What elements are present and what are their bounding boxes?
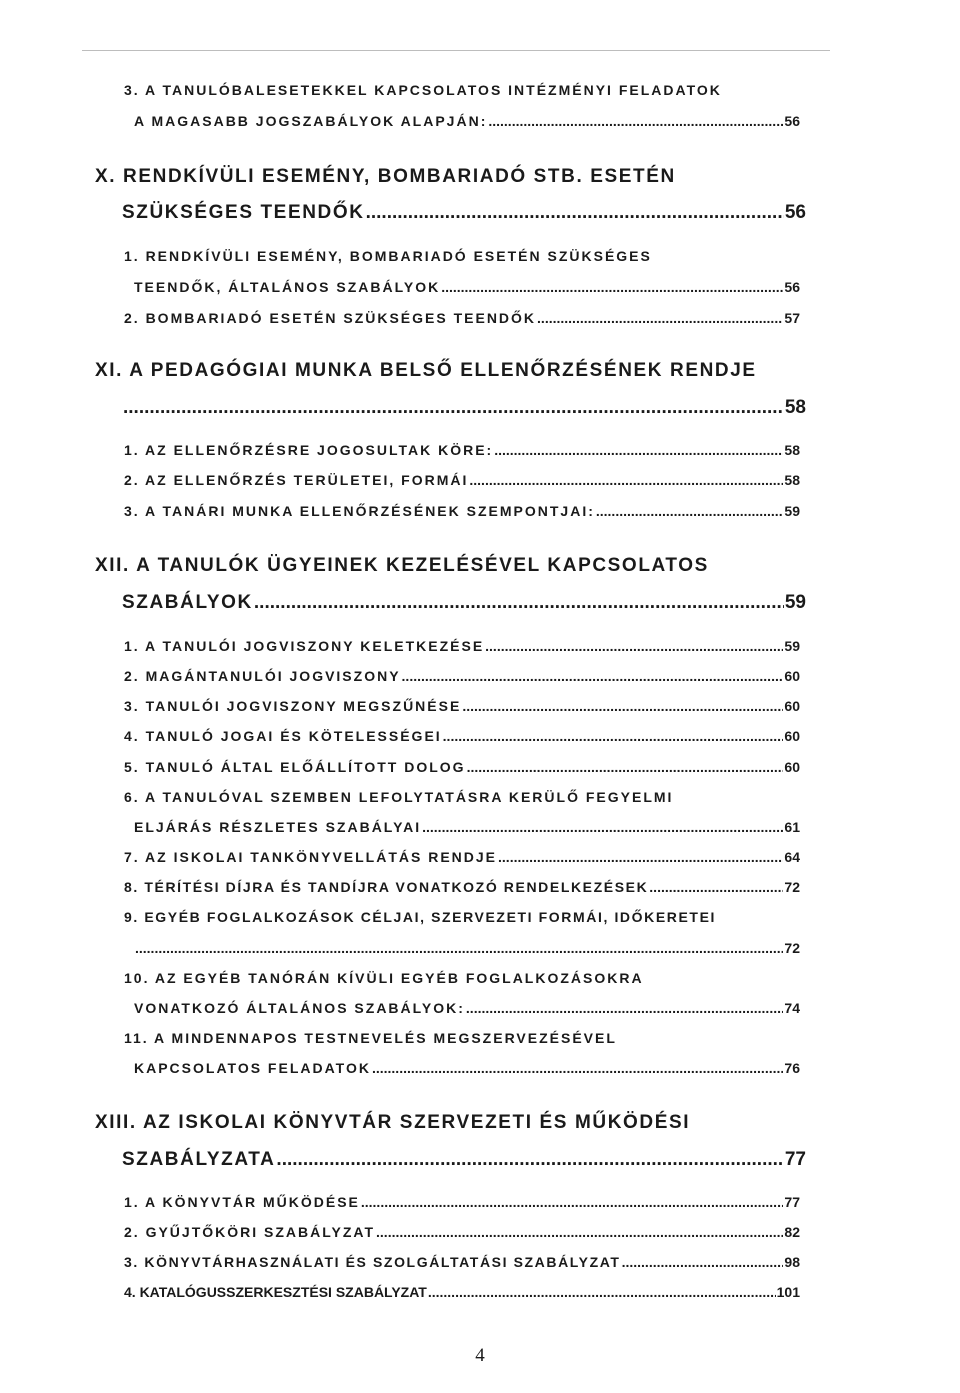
toc-entry[interactable] [124,503,800,519]
dot-leader [135,940,783,956]
toc-entry[interactable] [124,82,812,98]
dot-leader [596,503,784,519]
toc-entry[interactable] [124,698,800,714]
dot-leader [443,728,784,744]
dot-leader [441,279,783,295]
dot-leader [376,1224,783,1240]
toc-entry[interactable] [134,279,800,295]
toc-entry[interactable] [124,909,826,925]
toc-page-number: 60 [784,759,800,775]
dot-leader [422,819,783,835]
toc-entry-title: VONATKOZÓ ÁLTALÁNOS SZABÁLYOK: [134,1000,465,1016]
toc-page-number: 77 [784,1149,806,1170]
toc-page-number: 58 [784,397,806,418]
toc-entry[interactable] [124,668,800,684]
toc-entry-title: SZABÁLYOK [122,592,253,613]
dot-leader [622,1254,784,1270]
dot-leader [428,1284,776,1300]
toc-entry-title: 1. AZ ELLENŐRZÉSRE JOGOSULTAK KÖRE: [124,442,494,458]
toc-entry[interactable] [95,360,810,382]
toc-entry-title: TEENDŐK, ÁLTALÁNOS SZABÁLYOK [134,279,441,295]
dot-leader [466,1000,784,1016]
toc-entry[interactable] [95,1112,810,1134]
toc-page-number: 61 [784,819,800,835]
toc-entry-title: 3. KÖNYVTÁRHASZNÁLATI ÉS SZOLGÁLTATÁSI SZABÁLYZAT [124,1254,621,1270]
toc-entry-title: 3. A TANULÓBALESETEKKEL KAPCSOLATOS INTÉZMÉNYI FELADATOK [124,82,722,98]
toc-entry[interactable] [124,310,800,326]
toc-page-number: 58 [784,472,800,488]
dot-leader [361,1194,784,1210]
toc-entry[interactable] [124,849,800,865]
toc-entry[interactable] [124,248,814,264]
toc-entry[interactable] [95,555,795,577]
toc-entry-title: 2. AZ ELLENŐRZÉS TERÜLETEI, FORMÁI [124,472,469,488]
toc-entry[interactable] [122,592,806,614]
dot-leader [494,442,783,458]
toc-page-number: 76 [784,1060,800,1076]
toc-entry-title: XI. A PEDAGÓGIAI MUNKA BELSŐ ELLENŐRZÉSÉNEK RENDJE [95,360,757,381]
toc-entry-title: ELJÁRÁS RÉSZLETES SZABÁLYAI [134,819,422,835]
toc-entry[interactable] [134,1000,800,1016]
toc-page-number: 98 [784,1254,800,1270]
dot-leader [123,397,784,419]
toc-entry-title: 10. AZ EGYÉB TANÓRÁN KÍVÜLI EGYÉB FOGLALKOZÁSOKRA [124,970,644,986]
toc-page-number: 72 [784,879,800,895]
toc-entry-title: 9. EGYÉB FOGLALKOZÁSOK CÉLJAI, SZERVEZETI FORMÁI, IDŐKERETEI [124,909,717,925]
toc-page-number: 57 [784,310,800,326]
toc-page-number: 60 [784,668,800,684]
toc-entry-title: 4. TANULÓ JOGAI ÉS KÖTELESSÉGEI [124,728,442,744]
toc-page-number: 56 [784,202,806,223]
toc-entry-title: 1. A TANULÓI JOGVISZONY KELETKEZÉSE [124,638,485,654]
toc-entry[interactable] [124,759,800,775]
toc-entry-title: 4. KATALÓGUSSZERKESZTÉSI SZABÁLYZAT [124,1284,427,1300]
toc-page-number: 58 [784,442,800,458]
toc-entry-title: XII. A TANULÓK ÜGYEINEK KEZELÉSÉVEL KAPCSOLATOS [95,555,709,576]
toc-entry[interactable] [122,1149,806,1171]
toc-entry-title: 2. BOMBARIADÓ ESETÉN SZÜKSÉGES TEENDŐK [124,310,537,326]
toc-entry[interactable] [95,166,795,188]
toc-entry-title: KAPCSOLATOS FELADATOK [134,1060,371,1076]
toc-page-number: 72 [784,940,800,956]
toc-entry-title: 1. RENDKÍVÜLI ESEMÉNY, BOMBARIADÓ ESETÉN SZÜKSÉGES [124,248,652,264]
toc-page-number: 101 [776,1284,800,1300]
toc-entry-title: 11. A MINDENNAPOS TESTNEVELÉS MEGSZERVEZÉSÉVEL [124,1030,617,1046]
toc-page-number: 60 [784,728,800,744]
toc-entry[interactable] [134,940,800,956]
toc-entry-title: 7. AZ ISKOLAI TANKÖNYVELLÁTÁS RENDJE [124,849,498,865]
toc-entry[interactable] [124,1284,800,1300]
toc-entry[interactable] [124,970,814,986]
toc-page-number: 64 [784,849,800,865]
toc-page-number: 56 [784,279,800,295]
toc-entry-title: 6. A TANULÓVAL SZEMBEN LEFOLYTATÁSRA KERÜLŐ FEGYELMI [124,789,674,805]
page-number: 4 [475,1345,485,1366]
toc-entry[interactable] [134,1060,800,1076]
toc-page-number: 59 [784,638,800,654]
dot-leader [467,759,784,775]
toc-entry-title: 8. TÉRÍTÉSI DÍJRA ÉS TANDÍJRA VONATKOZÓ RENDELKEZÉSEK [124,879,649,895]
dot-leader [537,310,783,326]
toc-entry[interactable] [124,1224,800,1240]
toc-entry-title: 2. GYŰJTŐKÖRI SZABÁLYZAT [124,1224,376,1240]
toc-page-number: 59 [784,592,806,613]
dot-leader [402,668,784,684]
toc-entry[interactable] [122,202,806,224]
toc-page-number: 59 [784,503,800,519]
header-rule [82,50,830,51]
toc-entry[interactable] [124,638,800,654]
dot-leader [276,1149,783,1171]
toc-entry-title: XIII. AZ ISKOLAI KÖNYVTÁR SZERVEZETI ÉS MŰKÖDÉSI [95,1112,691,1133]
toc-page-number: 77 [784,1194,800,1210]
toc-page-number: 82 [784,1224,800,1240]
dot-leader [372,1060,783,1076]
toc-entry[interactable] [124,1254,800,1270]
toc-entry[interactable] [124,1194,800,1210]
toc-entry-title: 3. A TANÁRI MUNKA ELLENŐRZÉSÉNEK SZEMPONTJAI: [124,503,595,519]
toc-page-number: 56 [784,113,800,129]
dot-leader [485,638,783,654]
dot-leader [469,472,783,488]
toc-entry[interactable] [124,879,800,895]
toc-entry[interactable] [124,472,800,488]
toc-entry[interactable] [124,728,800,744]
dot-leader [498,849,783,865]
toc-entry[interactable] [134,113,800,129]
toc-entry-title: A MAGASABB JOGSZABÁLYOK ALAPJÁN: [134,113,488,129]
toc-entry-title: 2. MAGÁNTANULÓI JOGVISZONY [124,668,401,684]
toc-page-number: 60 [784,698,800,714]
toc-entry-title: 5. TANULÓ ÁLTAL ELŐÁLLÍTOTT DOLOG [124,759,466,775]
toc-page-number: 74 [784,1000,800,1016]
toc-entry[interactable] [124,1030,814,1046]
dot-leader [488,113,783,129]
toc-entry[interactable] [124,789,814,805]
toc-entry[interactable] [124,442,800,458]
toc-entry-title: SZABÁLYZATA [122,1149,276,1170]
toc-entry[interactable] [122,397,806,419]
dot-leader [462,698,783,714]
dot-leader [366,202,784,224]
toc-entry[interactable] [134,819,800,835]
dot-leader [254,592,784,614]
toc-entry-title: X. RENDKÍVÜLI ESEMÉNY, BOMBARIADÓ STB. ESETÉN [95,166,676,187]
dot-leader [649,879,783,895]
toc-entry-title: SZÜKSÉGES TEENDŐK [122,202,365,223]
toc-entry-title: 1. A KÖNYVTÁR MŰKÖDÉSE [124,1194,360,1210]
toc-entry-title: 3. TANULÓI JOGVISZONY MEGSZŰNÉSE [124,698,462,714]
